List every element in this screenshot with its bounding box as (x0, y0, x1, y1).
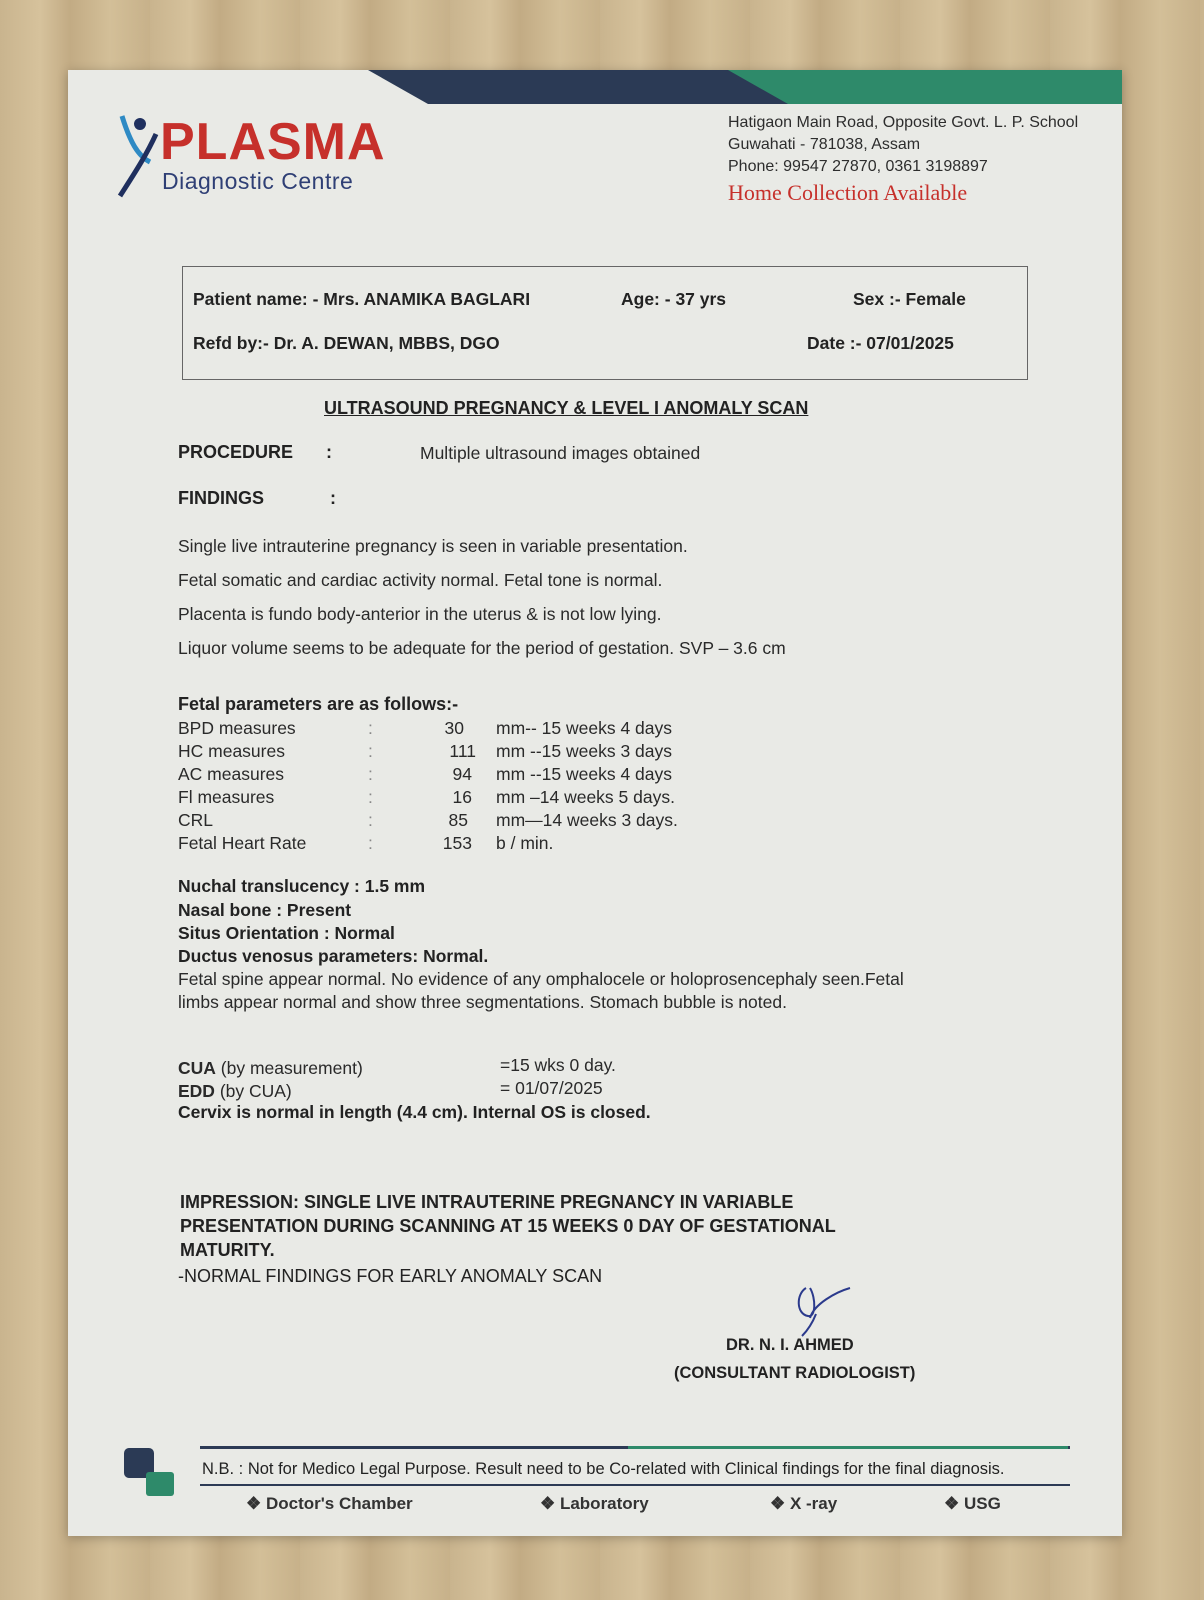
patient-sex: Sex :- Female (853, 289, 966, 309)
cua-label (178, 1058, 363, 1079)
footer-rule-bottom (200, 1484, 1070, 1486)
signature (786, 1274, 866, 1344)
service-usg: ❖ USG (944, 1494, 1001, 1513)
param-colon: : (368, 810, 373, 830)
param-name: Fetal Heart Rate (178, 833, 307, 853)
report-sheet (68, 70, 1122, 1536)
patient-age: Age: - 37 yrs (621, 289, 727, 309)
disclaimer-note: N.B. : Not for Medico Legal Purpose. Result need to be Co-related with Clinical findings for the final diagnosis. (202, 1460, 1005, 1478)
param-row (178, 718, 673, 739)
params-heading: Fetal parameters are as follows:- (178, 694, 459, 714)
impression (180, 1190, 980, 1262)
param-unit: mm—14 weeks 3 days. (496, 810, 678, 830)
param-colon: : (368, 787, 373, 807)
param-row (178, 833, 554, 854)
service-xray: ❖ X -ray (770, 1494, 838, 1513)
param-name: Fl measures (178, 787, 275, 807)
nuchal-translucency: Nuchal translucency : 1.5 mm (178, 876, 426, 896)
clinic-logo (116, 112, 406, 202)
param-value: 111 (449, 741, 476, 761)
address-line-1: Hatigaon Main Road, Opposite Govt. L. P. School (728, 114, 1079, 131)
header-band (368, 70, 1122, 104)
finding-line: Single live intrauterine pregnancy is seen in variable presentation. (178, 536, 688, 556)
param-name: AC measures (178, 764, 285, 784)
param-unit: mm –14 weeks 5 days. (496, 787, 675, 807)
service-laboratory: ❖ Laboratory (540, 1494, 649, 1513)
param-value: 94 (452, 764, 472, 784)
param-unit: mm-- 15 weeks 4 days (496, 718, 673, 738)
figure-icon (116, 112, 160, 198)
phone: Phone: 99547 27870, 0361 3198897 (728, 158, 988, 175)
edd-abbr: EDD (178, 1081, 215, 1101)
finding-line: Liquor volume seems to be adequate for the period of gestation. SVP – 3.6 cm (178, 638, 786, 658)
procedure-label: PROCEDURE (178, 442, 294, 462)
cua-abbr: CUA (178, 1058, 216, 1078)
param-value: 153 (442, 833, 472, 853)
brand-subtitle: Diagnostic Centre (162, 168, 354, 194)
spine-line-1: Fetal spine appear normal. No evidence of any omphalocele or holoprosencephaly seen.Fetal (178, 969, 904, 989)
spine-line-2: limbs appear normal and show three segmentations. Stomach bubble is noted. (178, 992, 787, 1012)
normal-findings: -NORMAL FINDINGS FOR EARLY ANOMALY SCAN (178, 1266, 603, 1286)
param-colon: : (368, 833, 373, 853)
param-row (178, 787, 675, 808)
findings-label: FINDINGS (178, 488, 265, 508)
corner-logo-mark (124, 1448, 178, 1500)
procedure-value: Multiple ultrasound images obtained (420, 443, 701, 463)
footer-rule-top-accent (628, 1446, 1068, 1449)
param-unit: mm --15 weeks 3 days (496, 741, 673, 761)
ductus-venosus: Ductus venosus parameters: Normal. (178, 946, 489, 966)
param-name: BPD measures (178, 718, 296, 738)
brand-name: PLASMA (160, 113, 386, 171)
doctor-designation: (CONSULTANT RADIOLOGIST) (674, 1364, 916, 1382)
param-value: 16 (452, 787, 472, 807)
edd-desc: (by CUA) (214, 1081, 292, 1101)
param-row (178, 764, 673, 785)
home-collection: Home Collection Available (728, 180, 968, 205)
impression-line-1: IMPRESSION: SINGLE LIVE INTRAUTERINE PREGNANCY IN VARIABLE (180, 1192, 794, 1212)
address-line-2: Guwahati - 781038, Assam (728, 136, 921, 153)
param-row (178, 741, 673, 762)
cua-desc: (by measurement) (215, 1058, 363, 1078)
cervix-note: Cervix is normal in length (4.4 cm). Internal OS is closed. (178, 1102, 651, 1122)
param-value: 85 (448, 810, 468, 830)
cua-value: =15 wks 0 day. (500, 1055, 616, 1075)
situs-orientation: Situs Orientation : Normal (178, 923, 395, 943)
edd-value: = 01/07/2025 (500, 1078, 603, 1098)
finding-line: Fetal somatic and cardiac activity normal. Fetal tone is normal. (178, 570, 663, 590)
patient-info-box (182, 266, 1028, 380)
patient-name: Patient name: - Mrs. ANAMIKA BAGLARI (193, 289, 531, 309)
param-unit: mm --15 weeks 4 days (496, 764, 673, 784)
param-row (178, 810, 678, 831)
nasal-bone: Nasal bone : Present (178, 900, 352, 920)
report-date: Date :- 07/01/2025 (807, 333, 954, 353)
impression-line-2: PRESENTATION DURING SCANNING AT 15 WEEKS 0 DAY OF GESTATIONAL (180, 1216, 836, 1236)
param-colon: : (368, 718, 373, 738)
param-colon: : (368, 741, 373, 761)
doctor-name: DR. N. I. AHMED (726, 1336, 854, 1354)
findings-colon: : (330, 488, 336, 508)
param-name: CRL (178, 810, 214, 830)
procedure-colon: : (326, 442, 332, 462)
param-unit: b / min. (496, 833, 554, 853)
finding-line: Placenta is fundo body-anterior in the uterus & is not low lying. (178, 604, 662, 624)
param-value: 30 (444, 718, 464, 738)
service-doctors-chamber: ❖ Doctor's Chamber (246, 1494, 413, 1513)
referred-by: Refd by:- Dr. A. DEWAN, MBBS, DGO (193, 333, 500, 353)
clinic-address (728, 112, 1108, 208)
edd-label (178, 1081, 292, 1102)
report-title: ULTRASOUND PREGNANCY & LEVEL I ANOMALY SCAN (324, 398, 809, 418)
param-name: HC measures (178, 741, 285, 761)
impression-line-3: MATURITY. (180, 1240, 275, 1260)
param-colon: : (368, 764, 373, 784)
